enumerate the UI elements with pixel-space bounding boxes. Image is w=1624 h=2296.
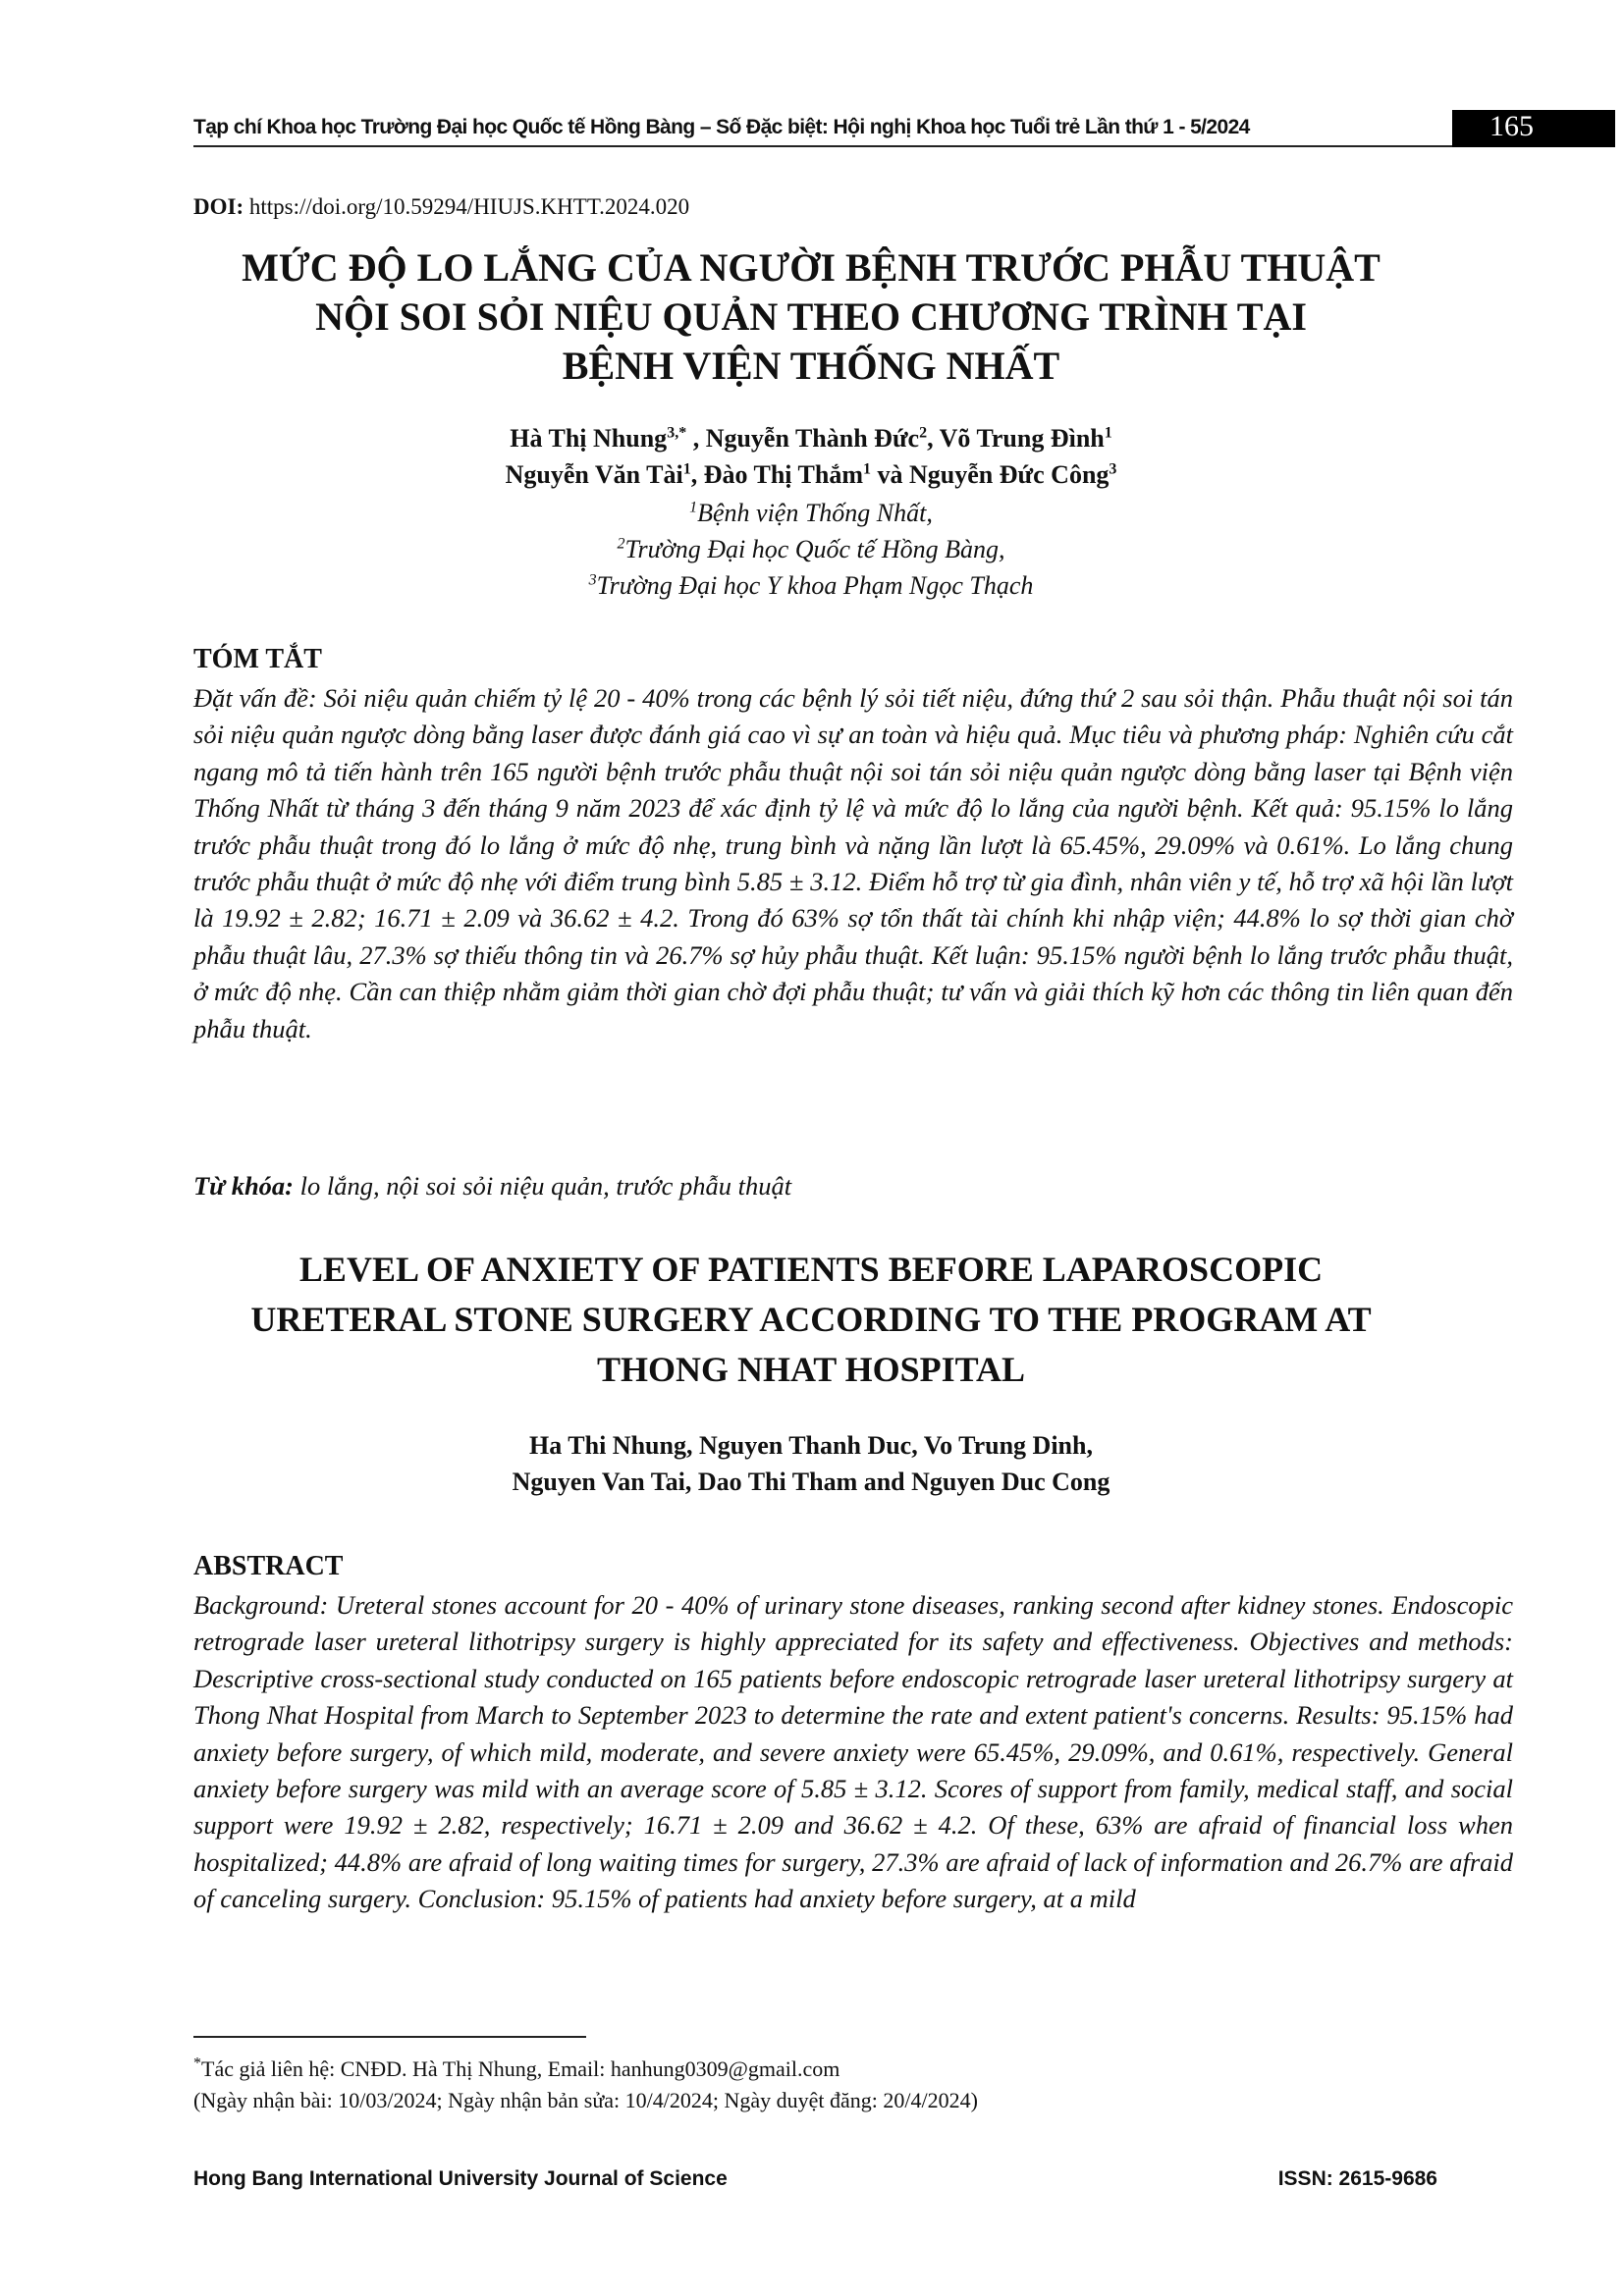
affiliation-text: Bệnh viện Thống Nhất, — [697, 499, 933, 527]
authors-line-1 — [193, 420, 1429, 456]
author-name: , Nguyễn Thành Đức — [686, 424, 920, 453]
footnote-contact-text: Tác giả liên hệ: CNĐD. Hà Thị Nhung, Email: hanhung0309@gmail.com — [201, 2056, 840, 2081]
author-name: Hà Thị Nhung — [510, 424, 668, 453]
affiliations — [193, 495, 1429, 604]
authors-english — [193, 1427, 1429, 1500]
author-name: và Nguyễn Đức Công — [871, 460, 1110, 489]
affiliation-1 — [193, 495, 1429, 531]
title-vn-line-2: NỘI SOI SỎI NIỆU QUẢN THEO CHƯƠNG TRÌNH TẠI — [315, 294, 1307, 339]
author-affil-sup: 1 — [682, 460, 691, 478]
affiliation-3 — [193, 567, 1429, 604]
title-en-line-2: URETERAL STONE SURGERY ACCORDING TO THE PROGRAM AT — [250, 1300, 1372, 1339]
journal-header-text: Tạp chí Khoa học Trường Đại học Quốc tế Hồng Bàng – Số Đặc biệt: Hội nghị Khoa học Tuổi trẻ Lần thứ 1 - 5/2024 — [193, 116, 1250, 138]
title-english — [193, 1245, 1429, 1395]
author-name: , Võ Trung Đình — [927, 424, 1105, 453]
title-vn-line-3: BỆNH VIỆN THỐNG NHẤT — [562, 344, 1060, 388]
affiliation-text: Trường Đại học Y khoa Phạm Ngọc Thạch — [596, 571, 1034, 600]
keywords-line — [193, 1171, 791, 1201]
authors-vietnamese — [193, 420, 1429, 493]
title-vietnamese — [193, 243, 1429, 391]
authors-en-line-2: Nguyen Van Tai, Dao Thi Tham and Nguyen Duc Cong — [512, 1468, 1110, 1496]
keywords-label: Từ khóa: — [193, 1171, 295, 1201]
affiliation-2 — [193, 531, 1429, 567]
summary-body: Đặt vấn đề: Sỏi niệu quản chiếm tỷ lệ 20 - 40% trong các bệnh lý sỏi tiết niệu, đứng thứ 2 sau sỏi thận. Phẫu thuật nội soi tán sỏi niệu quản ngược dòng bằng laser được đánh giá cao vì sự an toàn và hiệu quả. Mục tiêu và phương pháp: Nghiên cứu cắt ngang mô tả tiến hành trên 165 người bệnh trước phẫu thuật nội soi tán sỏi niệu quản ngược dòng bằng laser tại Bệnh viện Thống Nhất từ tháng 3 đến tháng 9 năm 2023 để xác định tỷ lệ và mức độ lo lắng của người bệnh. Kết quả: 95.15% lo lắng trước phẫu thuật trong đó lo lắng ở mức độ nhẹ, trung bình và nặng lần lượt là 65.45%, 29.09% và 0.61%. Lo lắng chung trước phẫu thuật ở mức độ nhẹ với điểm trung bình 5.85 ± 3.12. Điểm hỗ trợ từ gia đình, nhân viên y tế, hỗ trợ xã hội lần lượt là 19.92 ± 2.82; 16.71 ± 2.09 và 36.62 ± 4.2. Trong đó 63% sợ tổn thất tài chính khi nhập viện; 44.8% lo sợ thời gian chờ phẫu thuật lâu, 27.3% sợ thiếu thông tin và 26.7% sợ hủy phẫu thuật. Kết luận: 95.15% người bệnh lo lắng trước phẫu thuật, ở mức độ nhẹ. Cần can thiệp nhằm giảm thời gian chờ đợi phẫu thuật; tư vấn và giải thích kỹ hơn các thông tin liên quan đến phẫu thuật. — [193, 683, 1513, 1043]
keywords-value: lo lắng, nội soi sỏi niệu quản, trước phẫu thuật — [294, 1171, 792, 1201]
page-number: 165 — [1452, 110, 1615, 147]
abstract-body: Background: Ureteral stones account for 20 - 40% of urinary stone diseases, ranking second after kidney stones. Endoscopic retrograde laser ureteral lithotripsy surgery is highly appreciated for its safety and effectiveness. Objectives and methods: Descriptive cross-sectional study conducted on 165 patients before endoscopic retrograde laser ureteral lithotripsy surgery at Thong Nhat Hospital from March to September 2023 to determine the rate and extent patient's concerns. Results: 95.15% had anxiety before surgery, of which mild, moderate, and severe anxiety were 65.45%, 29.09%, and 0.61%, respectively. General anxiety before surgery was mild with an average score of 5.85 ± 3.12. Scores of support from family, medical staff, and social support were 19.92 ± 2.82, respectively; 16.71 ± 2.09 and 36.62 ± 4.2. Of these, 63% are afraid of financial loss when hospitalized; 44.8% are afraid of long waiting times for surgery, 27.3% are afraid of lack of information and 26.7% are afraid of canceling surgery. Conclusion: 95.15% of patients had anxiety before surgery, at a mild — [193, 1590, 1513, 1914]
title-en-line-3: THONG NHAT HOSPITAL — [596, 1350, 1026, 1389]
author-name: , Đào Thị Thắm — [690, 460, 864, 489]
author-affil-sup: 3,* — [667, 424, 687, 442]
footnote — [193, 2054, 978, 2116]
footer-journal-name: Hong Bang International University Journal of Science — [193, 2167, 728, 2190]
author-affil-sup: 1 — [863, 460, 872, 478]
affiliation-sup: 3 — [588, 571, 597, 589]
running-header — [193, 110, 1622, 149]
authors-en-line-1: Ha Thi Nhung, Nguyen Thanh Duc, Vo Trung Dinh, — [529, 1431, 1093, 1460]
author-name: Nguyễn Văn Tài — [505, 460, 683, 489]
author-affil-sup: 3 — [1109, 460, 1117, 478]
doi-link[interactable]: https://doi.org/10.59294/HIUJS.KHTT.2024.020 — [244, 194, 690, 219]
author-affil-sup: 1 — [1104, 424, 1112, 442]
abstract-heading: ABSTRACT — [193, 1551, 344, 1581]
header-rule — [193, 145, 1452, 147]
doi-label: DOI: — [193, 194, 244, 219]
footnote-contact — [193, 2054, 978, 2085]
affiliation-text: Trường Đại học Quốc tế Hồng Bàng, — [624, 535, 1005, 563]
title-en-line-1: LEVEL OF ANXIETY OF PATIENTS BEFORE LAPAROSCOPIC — [298, 1250, 1324, 1289]
summary-heading: TÓM TẮT — [193, 644, 322, 674]
title-vn-line-1: MỨC ĐỘ LO LẮNG CỦA NGƯỜI BỆNH TRƯỚC PHẪU THUẬT — [242, 245, 1380, 290]
footer-issn: ISSN: 2615-9686 — [1277, 2167, 1437, 2190]
authors-line-2 — [193, 456, 1429, 493]
doi-line — [193, 194, 689, 220]
affiliation-sup: 1 — [689, 499, 698, 516]
footnote-marker: * — [193, 2055, 201, 2072]
author-affil-sup: 2 — [919, 424, 928, 442]
footnote-dates: (Ngày nhận bài: 10/03/2024; Ngày nhận bản sửa: 10/4/2024; Ngày duyệt đăng: 20/4/2024) — [193, 2088, 978, 2112]
footnote-rule — [193, 2036, 586, 2038]
affiliation-sup: 2 — [617, 535, 625, 553]
